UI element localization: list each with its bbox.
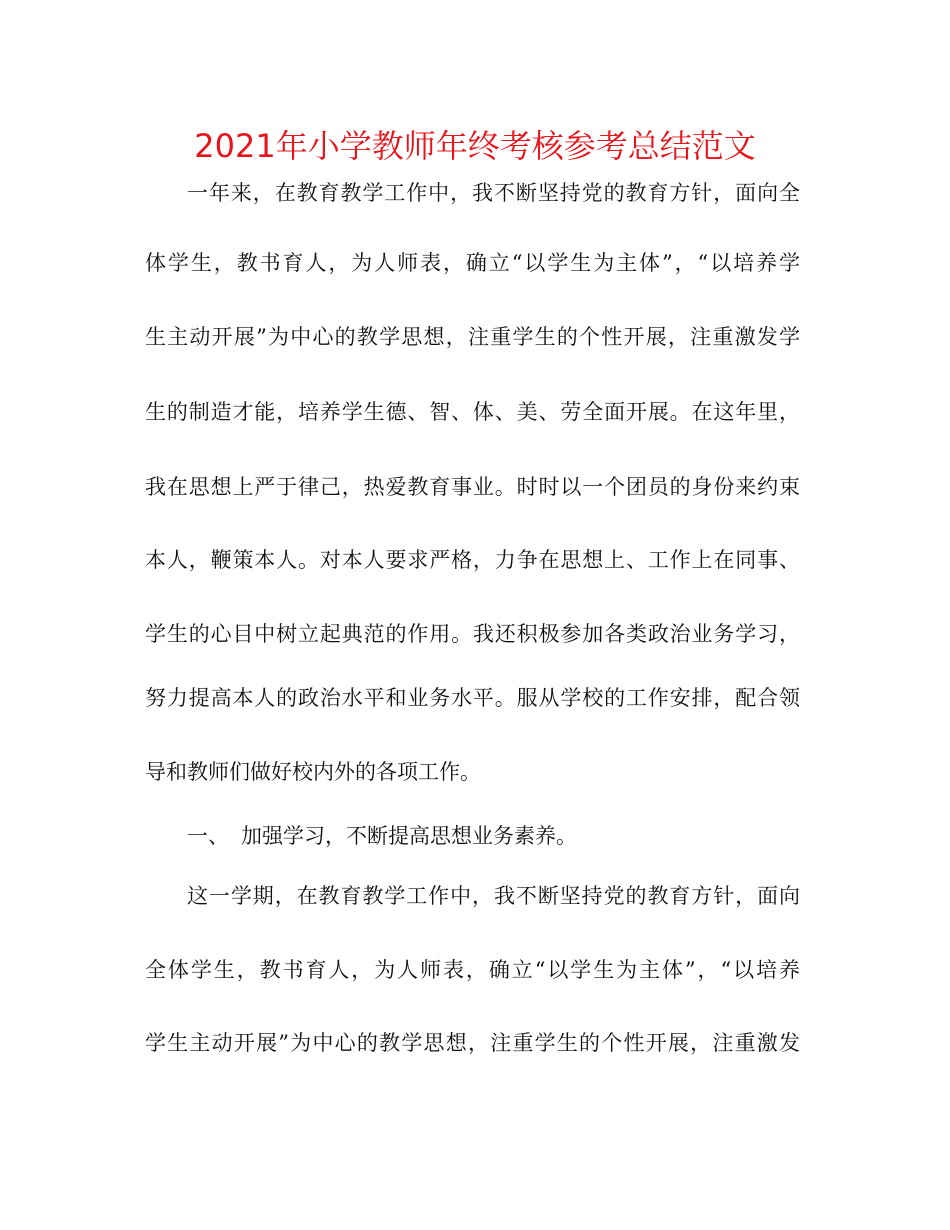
paragraph-line: 生的制造才能，培养学生德、智、体、美、劳全面开展。在这年里， <box>145 400 800 424</box>
paragraph-line: 生主动开展”为中心的教学思想，注重学生的个性开展，注重激发学 <box>145 325 800 349</box>
paragraph-line: 体学生，教书育人，为人师表，确立“以学生为主体”，“以培养学 <box>145 251 800 275</box>
paragraph-line: 学生的心目中树立起典范的作用。我还积极参加各类政治业务学习， <box>145 622 800 646</box>
paragraph-line: 学生主动开展”为中心的教学思想，注重学生的个性开展，注重激发 <box>145 1031 800 1055</box>
paragraph-line: 我在思想上严于律己，热爱教育事业。时时以一个团员的身份来约束 <box>145 475 800 499</box>
paragraph-line: 导和教师们做好校内外的各项工作。 <box>145 760 481 784</box>
section-number: 一、 <box>187 824 229 848</box>
document-title: 2021年小学教师年终考核参考总结范文 <box>194 127 756 165</box>
paragraph-line: 全体学生，教书育人，为人师表，确立“以学生为主体”，“以培养 <box>145 958 800 982</box>
section-heading <box>187 821 800 851</box>
paragraph-line: 一年来，在教育教学工作中，我不断坚持党的教育方针，面向全 <box>187 181 800 205</box>
paragraph-line: 努力提高本人的政治水平和业务水平。服从学校的工作安排，配合领 <box>145 686 800 710</box>
paragraph-line: 本人，鞭策本人。对本人要求严格，力争在思想上、工作上在同事、 <box>145 548 800 572</box>
paragraph-line: 这一学期，在教育教学工作中，我不断坚持党的教育方针，面向 <box>187 884 800 908</box>
section-heading-text: 加强学习，不断提高思想业务素养。 <box>241 824 577 848</box>
